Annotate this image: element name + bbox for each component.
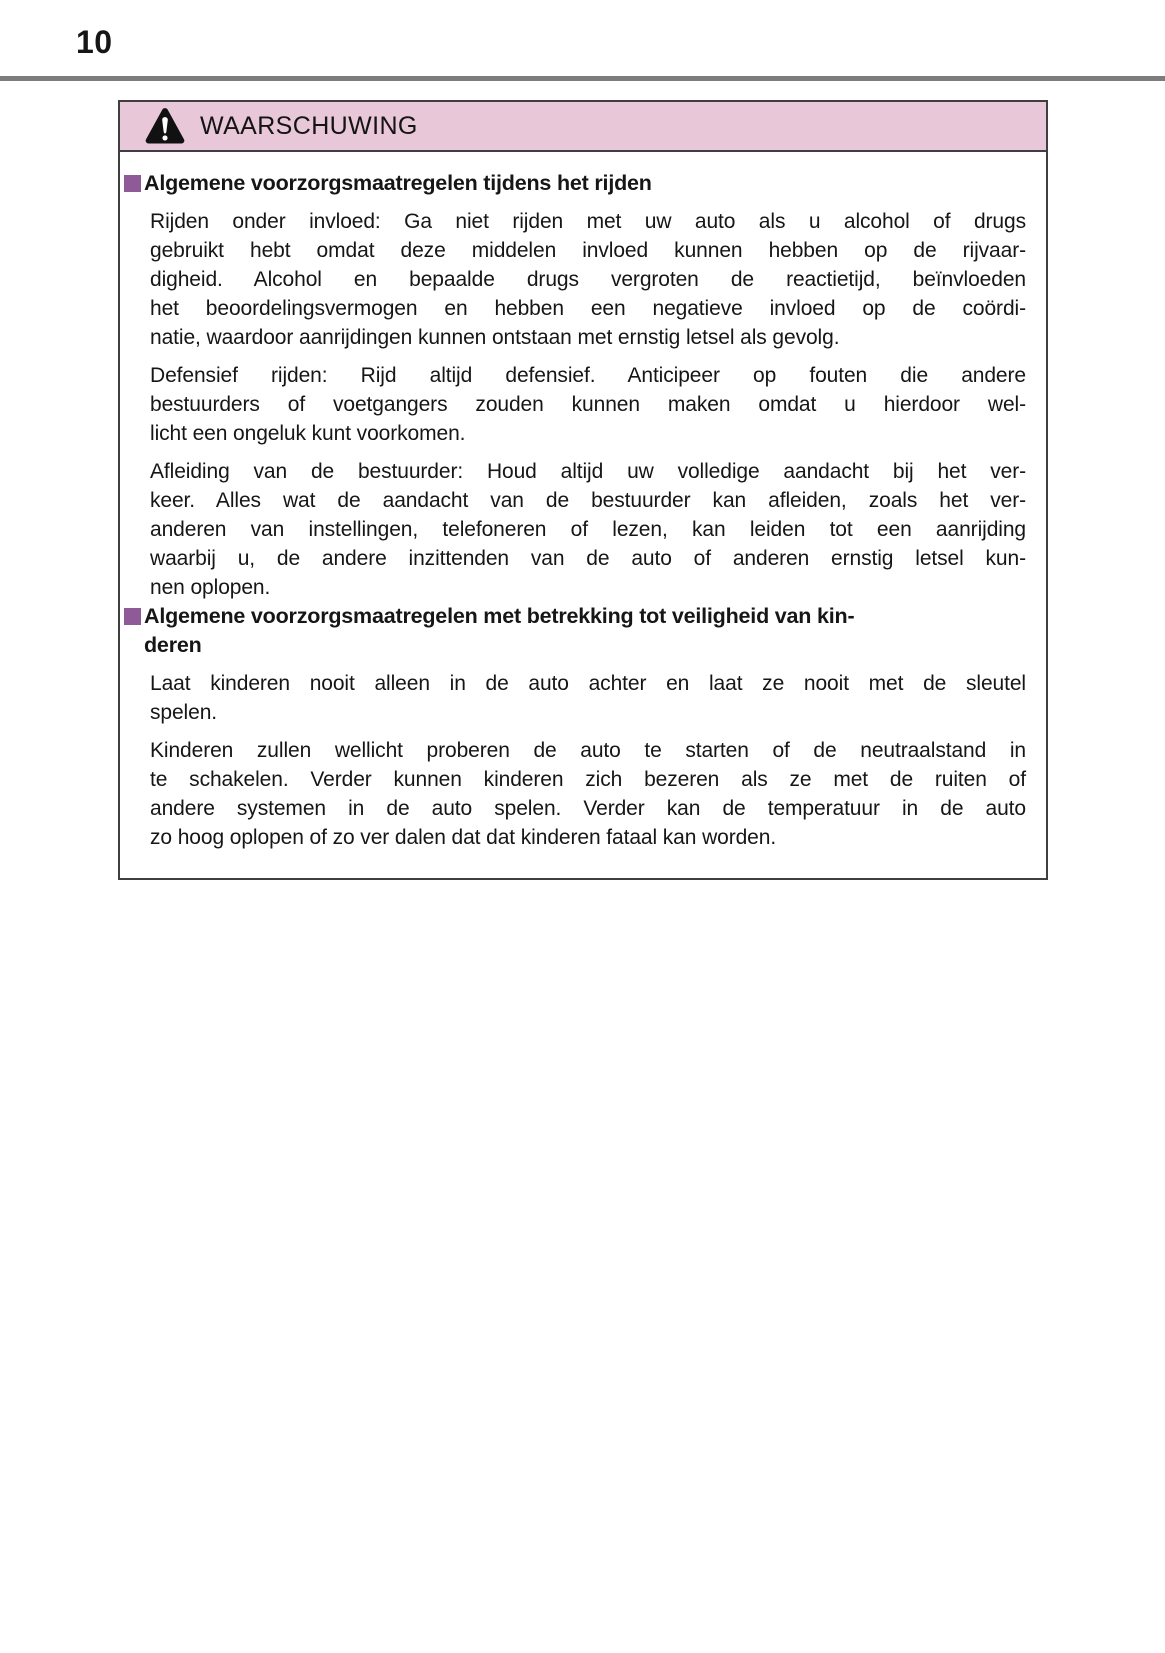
paragraph-line: Rijden onder invloed: Ga niet rijden met uw auto als u alcohol of drugs [150, 210, 1026, 233]
paragraph-line: natie, waardoor aanrijdingen kunnen ontstaan met ernstig letsel als gevolg. [150, 326, 840, 349]
paragraph-line: Afleiding van de bestuurder: Houd altijd uw volledige aandacht bij het ver- [150, 460, 1026, 483]
warning-header [120, 102, 1046, 152]
paragraph-line: bestuurders of voetgangers zouden kunnen maken omdat u hierdoor wel- [150, 393, 1026, 416]
paragraph-line: spelen. [150, 701, 218, 724]
warning-body [120, 152, 1046, 878]
paragraph-line: Kinderen zullen wellicht proberen de auto te starten of de neutraalstand in [150, 739, 1026, 762]
header-rule [0, 76, 1165, 81]
bullet-square-icon [124, 175, 141, 192]
paragraph-line: waarbij u, de andere inzittenden van de auto of anderen ernstig letsel kun- [150, 547, 1026, 570]
section-heading-text [144, 169, 652, 198]
paragraph-line: het beoordelingsvermogen en hebben een negatieve invloed op de coördi- [150, 297, 1026, 320]
warning-paragraph [150, 361, 1026, 448]
paragraph-line: Defensief rijden: Rijd altijd defensief. Anticipeer op fouten die andere [150, 364, 1026, 387]
section-heading-line: Algemene voorzorgsmaatregelen tijdens het rijden [144, 171, 652, 195]
warning-paragraph [150, 736, 1026, 852]
warning-triangle-icon [144, 107, 186, 145]
paragraph-line: zo hoog oplopen of zo ver dalen dat dat kinderen fataal kan worden. [150, 826, 777, 849]
paragraph-line: Laat kinderen nooit alleen in de auto achter en laat ze nooit met de sleutel [150, 672, 1026, 695]
section-heading-line: deren [144, 633, 202, 657]
section-heading [124, 169, 1026, 198]
paragraph-line: licht een ongeluk kunt voorkomen. [150, 422, 466, 445]
warning-paragraph [150, 457, 1026, 602]
warning-box [118, 100, 1048, 880]
warning-section [124, 169, 1026, 602]
warning-paragraph [150, 207, 1026, 352]
page-number: 10 [76, 24, 113, 60]
section-heading-text [144, 602, 854, 660]
warning-paragraph [150, 669, 1026, 727]
section-heading [124, 602, 1026, 660]
paragraph-line: keer. Alles wat de aandacht van de bestuurder kan afleiden, zoals het ver- [150, 489, 1026, 512]
section-heading-line: Algemene voorzorgsmaatregelen met betrekking tot veiligheid van kin- [144, 604, 855, 628]
warning-header-label: WAARSCHUWING [200, 111, 418, 140]
paragraph-line: andere systemen in de auto spelen. Verder kan de temperatuur in de auto [150, 797, 1026, 820]
paragraph-line: digheid. Alcohol en bepaalde drugs vergroten de reactietijd, beïnvloeden [150, 268, 1026, 291]
paragraph-line: te schakelen. Verder kunnen kinderen zich bezeren als ze met de ruiten of [150, 768, 1026, 791]
warning-section [124, 602, 1026, 852]
paragraph-line: nen oplopen. [150, 576, 271, 599]
paragraph-line: gebruikt hebt omdat deze middelen invloed kunnen hebben op de rijvaar- [150, 239, 1026, 262]
bullet-square-icon [124, 608, 141, 625]
paragraph-line: anderen van instellingen, telefoneren of lezen, kan leiden tot een aanrijding [150, 518, 1026, 541]
